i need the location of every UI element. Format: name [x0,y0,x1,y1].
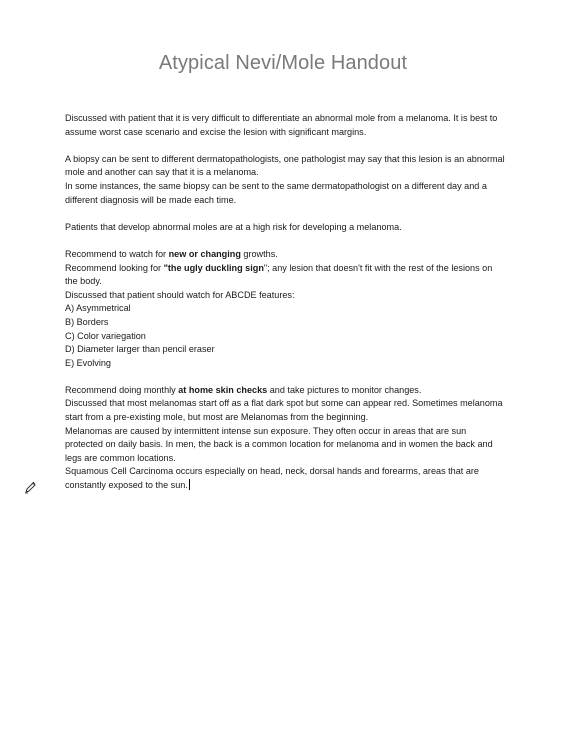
recommend-ugly-end: "; any lesion that doesn't fit with the rest of the lesions on the body. [65,262,493,287]
paragraph-scc [65,465,505,492]
recommend-watch-bold: new or changing [168,248,241,259]
paragraph-gap [65,234,505,248]
abcde-item: E) Evolving [65,357,111,368]
paragraph-melanoma-cause: Melanomas are caused by intermittent intense sun exposure. They often occur in areas that are sun protected on daily basis. In men, the back is a common location for melanoma and in women the back and legs are common locations. [65,425,493,463]
paragraph-intro: Discussed with patient that it is very difficult to differentiate an abnormal mole from a melanoma. It is best to assume worst case scenario and excise the lesion with significant margins. [65,113,498,137]
document-title: Atypical Nevi/Mole Handout [158,52,408,74]
paragraph-gap [65,139,505,153]
abcde-item: B) Borders [65,316,109,327]
paragraph-same-biopsy: In some instances, the same biopsy can be sent to the same dermatopathologist on a different day and a different diagnosis will be made each time. [65,180,487,205]
abcde-item: A) Asymmetrical [65,303,131,314]
recommend-skin-end: and take pictures to monitor changes. [267,384,422,395]
recommend-skin-text: Recommend doing monthly [65,384,179,395]
recommend-skin-bold: at home skin checks [178,384,268,395]
recommend-watch-end: growths. [240,248,278,259]
recommend-ugly-bold: "the ugly duckling sign [163,262,264,273]
paragraph-biopsy: A biopsy can be sent to different dermatopathologists, one pathologist may say that this lesion is an abnormal mole and another can say that it is a melanoma. [65,153,505,178]
text-cursor [189,479,190,490]
recommend-ugly-text: Recommend looking for [65,262,164,273]
recommend-skin-checks [65,384,505,398]
recommend-ugly-duckling [65,262,505,289]
recommend-watch-text: Recommend to watch for [65,248,169,259]
abcde-intro: Discussed that patient should watch for ABCDE features: [65,289,295,300]
paragraph-melanoma-start: Discussed that most melanomas start off as a flat dark spot but some can appear red. Sometimes melanoma start from a pre-existing mole, but most are Melanomas from the beginning. [65,398,503,423]
abcde-item: D) Diameter larger than pencil eraser [65,344,215,355]
document-body[interactable] [65,112,505,493]
paragraph-risk: Patients that develop abnormal moles are at a high risk for developing a melanoma. [65,221,402,232]
recommend-watch [65,248,505,262]
paragraph-gap [65,207,505,221]
paragraph-gap [65,370,505,384]
paragraph-scc-text: Squamous Cell Carcinoma occurs especially on head, neck, dorsal hands and forearms, areas that are constantly exposed to the sun. [65,466,479,491]
edit-pen-icon[interactable] [24,480,38,494]
abcde-item: C) Color variegation [65,330,146,341]
